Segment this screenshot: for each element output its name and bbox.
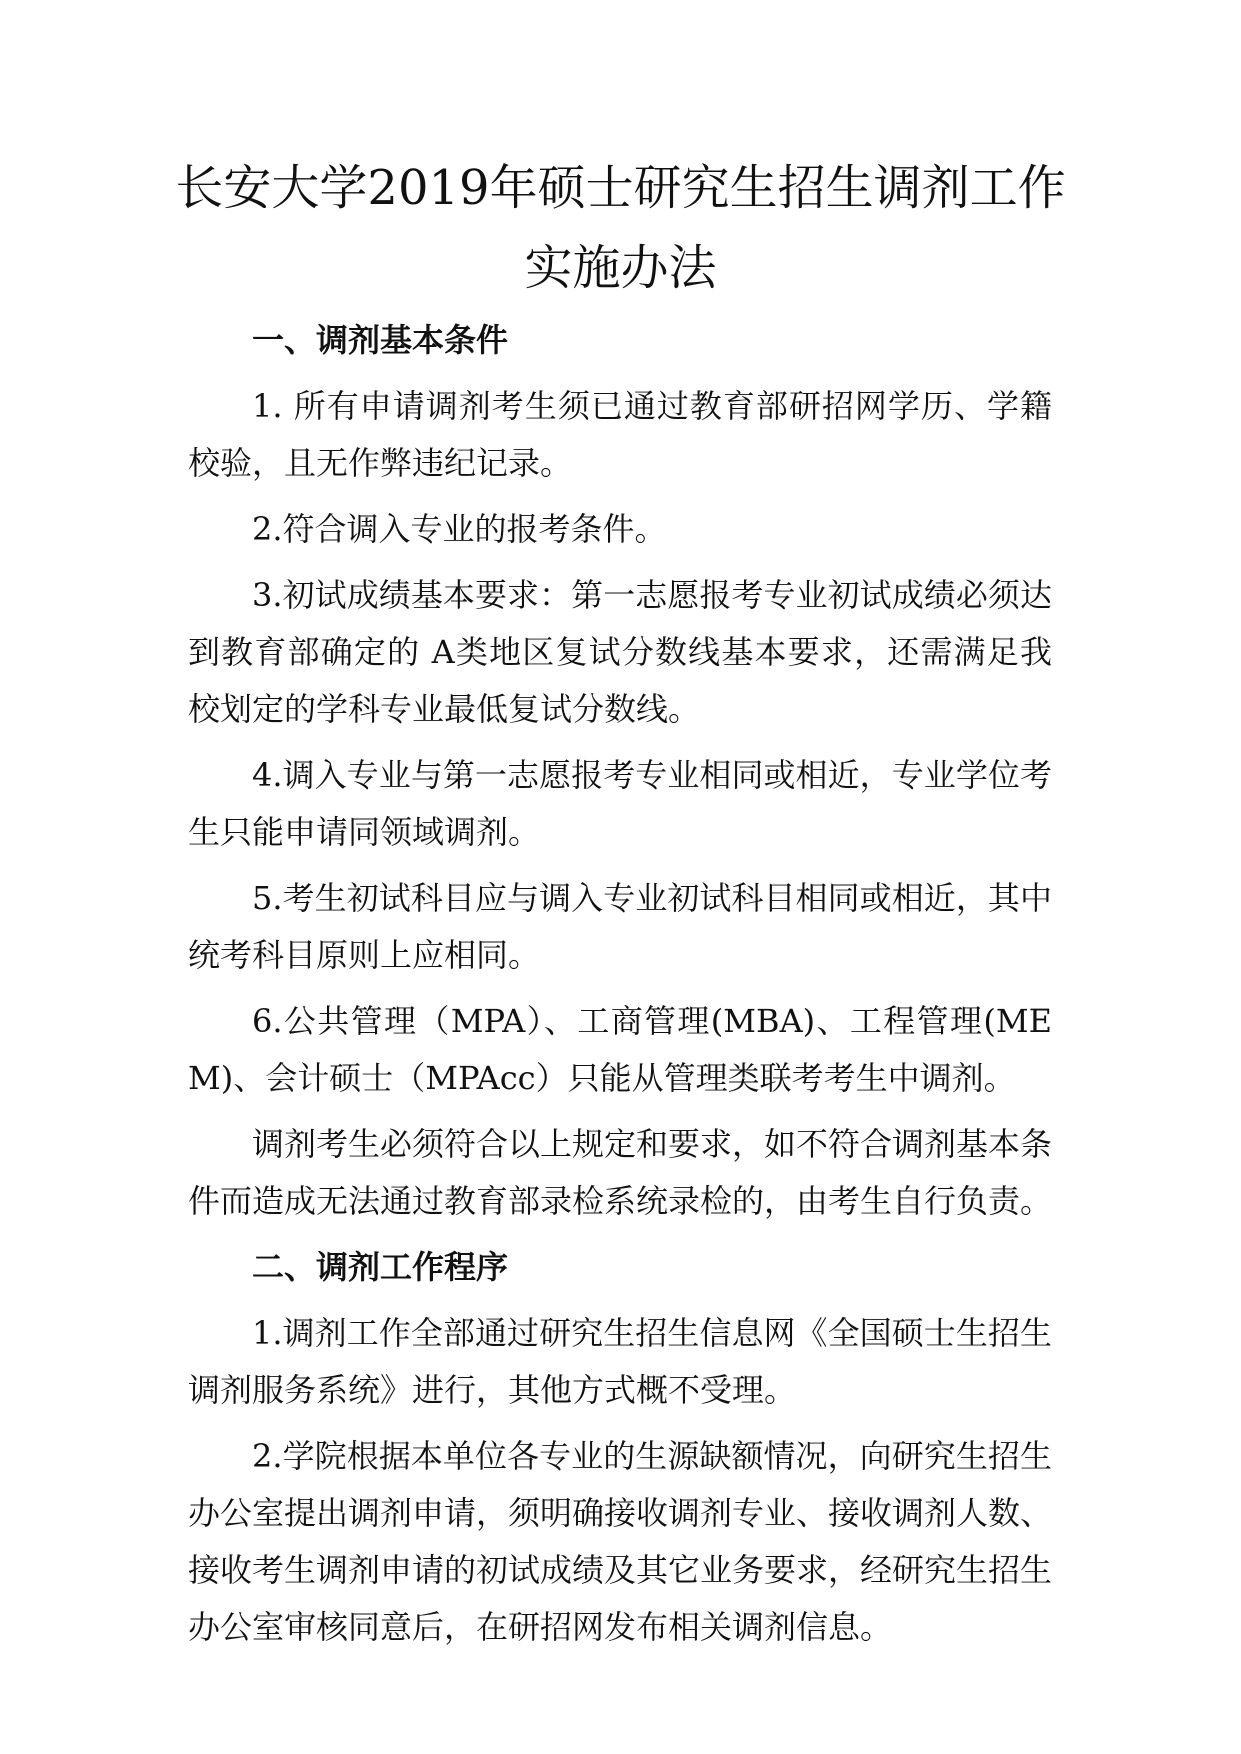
- condition-note: 调剂考生必须符合以上规定和要求，如不符合调剂基本条件而造成无法通过教育部录检系统录检的，由考生自行负责。: [188, 1125, 1053, 1220]
- document-title-line2: 实施办法: [524, 240, 717, 296]
- condition-item-4: 4.调入专业与第一志愿报考专业相同或相近，专业学位考生只能申请同领域调剂。: [188, 756, 1052, 851]
- condition-item-5: 5.考生初试科目应与调入专业初试科目相同或相近，其中统考科目原则上应相同。: [188, 879, 1052, 974]
- procedure-item-2: 2.学院根据本单位各专业的生源缺额情况，向研究生招生办公室提出调剂申请，须明确接收调剂专业、接收调剂人数、接收考生调剂申请的初试成绩及其它业务要求，经研究生招生办公室审核同意后，在研招网发布相关调剂信息。: [188, 1437, 1053, 1646]
- condition-item-1: 1. 所有申请调剂考生须已通过教育部研招网学历、学籍校验，且无作弊违纪记录。: [188, 387, 1052, 482]
- condition-item-3: 3.初试成绩基本要求：第一志愿报考专业初试成绩必须达到教育部确定的 A类地区复试分数线基本要求，还需满足我校划定的学科专业最低复试分数线。: [188, 576, 1052, 728]
- document-title-line1: 长安大学2019年硕士研究生招生调剂工作: [175, 160, 1066, 216]
- condition-item-2: 2.符合调入专业的报考条件。: [252, 510, 667, 548]
- section-heading-procedure: 二、调剂工作程序: [252, 1248, 509, 1286]
- condition-item-6: 6.公共管理（MPA）、工商管理(MBA)、工程管理(MEM)、会计硕士（MPAcc）只能从管理类联考考生中调剂。: [188, 1002, 1052, 1097]
- document-body: [188, 312, 1052, 1656]
- section-heading-conditions: 一、调剂基本条件: [252, 321, 509, 359]
- procedure-item-1: 1.调剂工作全部通过研究生招生信息网《全国硕士生招生调剂服务系统》进行，其他方式概不受理。: [188, 1314, 1052, 1409]
